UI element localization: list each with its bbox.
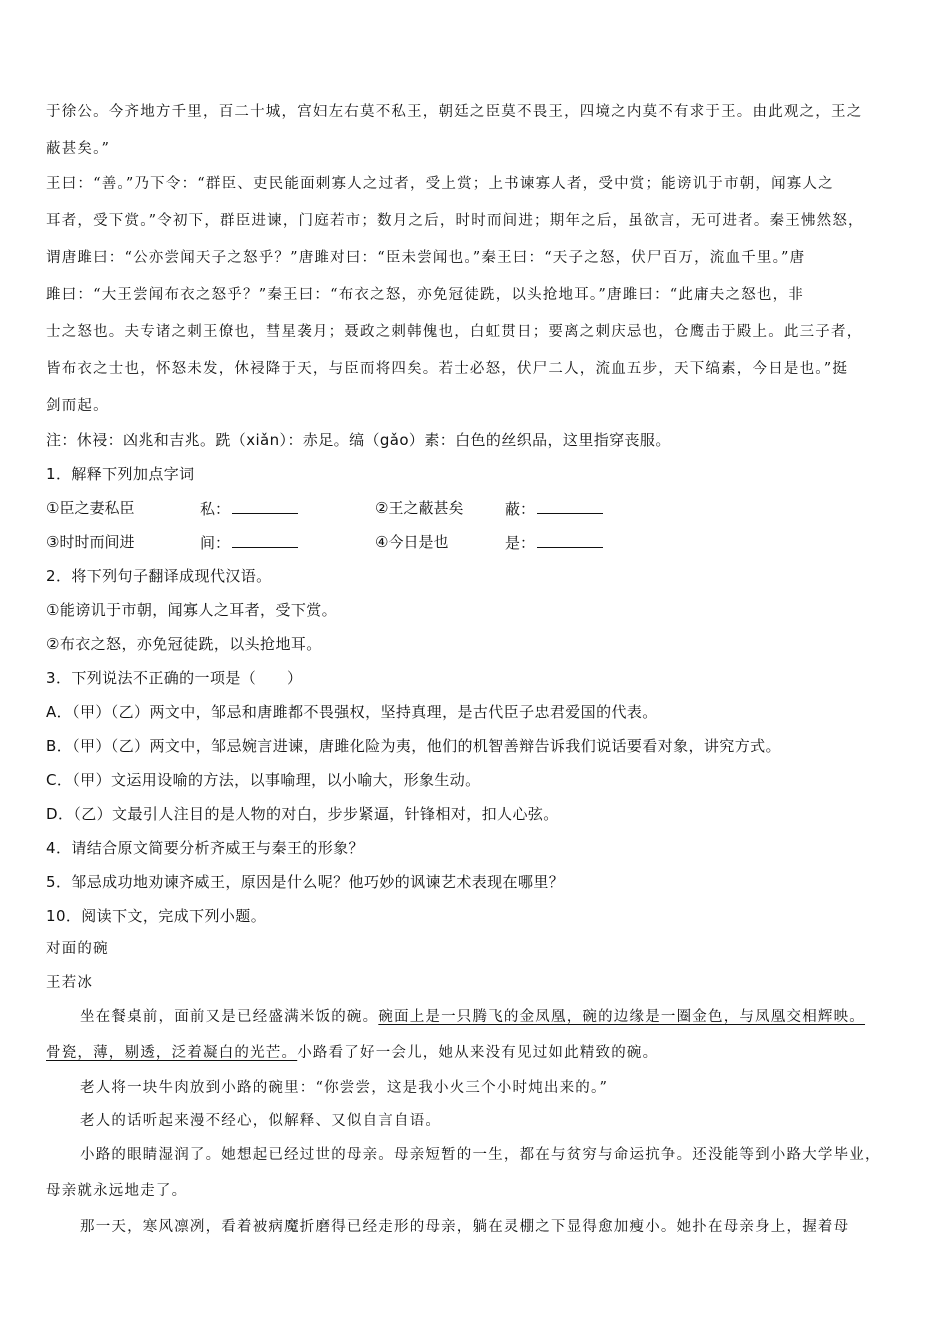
story-author: 王若冰 (46, 975, 94, 991)
q2-sentence: ①能谤讥于市朝，闻寡人之耳者，受下赏。 (46, 601, 338, 619)
question-3-title: 3．下列说法不正确的一项是（ ） (46, 669, 303, 687)
q1-item-phrase: ①臣之妻私臣 (46, 499, 135, 517)
q2-sentence: ②布衣之怒，亦免冠徒跣，以头抢地耳。 (46, 635, 322, 653)
q1-answer-field[interactable] (505, 498, 603, 519)
q1-item-phrase: ②王之蔽甚矣 (375, 499, 464, 517)
q1-item-phrase: ④今日是也 (375, 533, 449, 551)
q3-option-c: C．（甲）文运用设喻的方法，以事喻理，以小喻大，形象生动。 (46, 771, 481, 789)
passage-line: 皆布衣之士也，怀怒未发，休祲降于天，与臣而将四矣。若士必怒，伏尸二人，流血五步，天下缟素，今日是也。”挺 (46, 361, 849, 377)
q1-item-label: 蔽： (505, 500, 536, 518)
passage-line: 剑而起。 (46, 398, 109, 414)
question-1-title: 1．解释下列加点字词 (46, 465, 195, 483)
story-paragraph: 老人将一块牛肉放到小路的碗里：“你尝尝，这是我小火三个小时炖出来的。” (80, 1080, 609, 1096)
question-10-intro: 10．阅读下文，完成下列小题。 (46, 907, 267, 925)
story-paragraph (46, 1043, 658, 1063)
passage-line: 耳者，受下赏。”令初下，群臣进谏，门庭若市；数月之后，时时而间进；期年之后，虽欲言，无可进者。秦王怫然怒， (46, 213, 864, 229)
passage-line: 谓唐雎曰：“公亦尝闻天子之怒乎？”唐雎对曰：“臣未尝闻也。”秦王曰：“天子之怒，伏尸百万，流血千里。”唐 (46, 250, 806, 266)
underlined-sentence: 碗面上是一只腾飞的金凤凰，碗的边缘是一圈金色，与凤凰交相辉映。 (378, 1009, 866, 1025)
story-paragraph: 老人的话听起来漫不经心，似解释、又似自言自语。 (80, 1113, 442, 1129)
underlined-sentence: 骨瓷，薄，剔透，泛着凝白的光芒。 (46, 1045, 298, 1061)
question-5: 5．邹忌成功地劝谏齐威王，原因是什么呢？他巧妙的讽谏艺术表现在哪里？ (46, 873, 565, 891)
q3-option-d: D．（乙）文最引人注目的是人物的对白，步步紧逼，针锋相对，扣人心弦。 (46, 805, 559, 823)
passage-line: 王曰：“善。”乃下令：“群臣、吏民能面刺寡人之过者，受上赏；上书谏寡人者，受中赏；能谤讥于市朝，闻寡人之 (46, 176, 834, 192)
passage-line: 雎曰：“大王尝闻布衣之怒乎？”秦王曰：“布衣之怒，亦免冠徒跣，以头抢地耳。”唐雎曰：“此庸夫之怒也，非 (46, 287, 805, 303)
q3-option-b: B．（甲）（乙）两文中，邹忌婉言进谏，唐雎化险为夷，他们的机智善辩告诉我们说话要看对象，讲究方式。 (46, 737, 781, 755)
answer-blank[interactable] (232, 498, 298, 514)
q1-item-label: 间： (200, 534, 231, 552)
question-2-title: 2．将下列句子翻译成现代汉语。 (46, 567, 272, 585)
story-text: 小路看了好一会儿，她从来没有见过如此精致的碗。 (297, 1045, 659, 1061)
q1-item-phrase: ③时时而间进 (46, 533, 135, 551)
passage-line: 于徐公。今齐地方千里，百二十城，宫妇左右莫不私王，朝廷之臣莫不畏王，四境之内莫不有求于王。由此观之，王之 (46, 104, 863, 120)
q1-answer-field[interactable] (200, 532, 298, 553)
question-4: 4．请结合原文简要分析齐威王与秦王的形象？ (46, 839, 364, 857)
q3-option-a: A．（甲）（乙）两文中，邹忌和唐雎都不畏强权，坚持真理，是古代臣子忠君爱国的代表。 (46, 703, 658, 721)
q1-answer-field[interactable] (200, 498, 298, 519)
q1-item-label: 私： (200, 500, 231, 518)
story-paragraph: 小路的眼睛湿润了。她想起已经过世的母亲。母亲短暂的一生，都在与贫穷与命运抗争。还没能等到小路大学毕业， (80, 1147, 881, 1163)
q1-item-label: 是： (505, 534, 536, 552)
passage-line: 士之怒也。夫专诸之刺王僚也，彗星袭月；聂政之刺韩傀也，白虹贯日；要离之刺庆忌也，仓鹰击于殿上。此三子者， (46, 324, 863, 340)
story-paragraph: 那一天，寒风凛冽，看着被病魔折磨得已经走形的母亲，躺在灵棚之下显得愈加瘦小。她扑在母亲身上，握着母 (80, 1219, 850, 1235)
annotation-note: 注：休祲：凶兆和吉兆。跣（xiǎn）：赤足。缟（gǎo）素：白色的丝织品，这里指穿丧服。 (46, 431, 671, 449)
answer-blank[interactable] (537, 532, 603, 548)
q1-answer-field[interactable] (505, 532, 603, 553)
story-paragraph: 母亲就永远地走了。 (46, 1183, 188, 1199)
story-text: 坐在餐桌前，面前又是已经盛满米饭的碗。 (80, 1009, 379, 1025)
passage-line: 蔽甚矣。” (46, 141, 111, 157)
story-title: 对面的碗 (46, 941, 109, 957)
answer-blank[interactable] (537, 498, 603, 514)
answer-blank[interactable] (232, 532, 298, 548)
story-paragraph (80, 1007, 865, 1027)
